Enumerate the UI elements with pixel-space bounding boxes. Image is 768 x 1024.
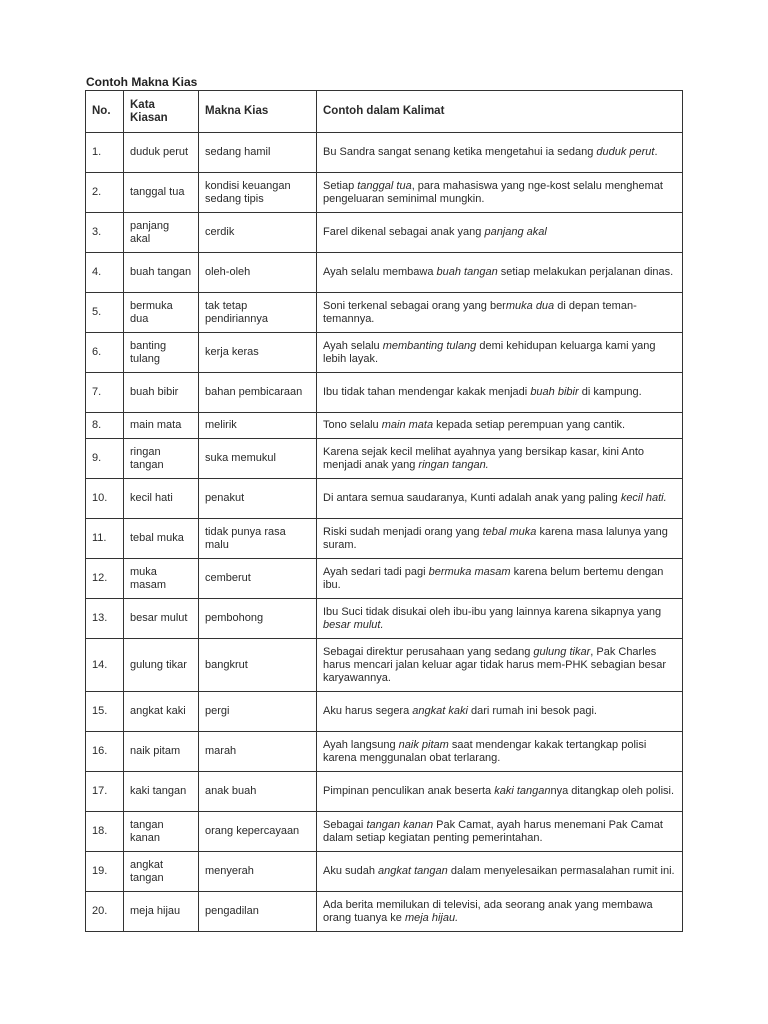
row-number: 11.	[86, 519, 124, 559]
table-row	[86, 333, 683, 373]
row-number: 20.	[86, 892, 124, 932]
idiom-highlight: bermuka masam	[428, 565, 511, 578]
sentence-text: Ada berita memilukan di televisi, ada seorang anak yang membawa orang tuanya ke	[323, 898, 653, 924]
row-number: 16.	[86, 732, 124, 772]
makna-kias-cell: pergi	[199, 692, 317, 732]
contoh-kalimat-cell	[317, 692, 683, 732]
sentence-text: Riski sudah menjadi orang yang	[323, 525, 483, 538]
idiom-highlight: tangan kanan	[366, 818, 434, 831]
table-row	[86, 812, 683, 852]
kata-kiasan-cell: kecil hati	[124, 479, 199, 519]
sentence-text: .	[654, 146, 658, 158]
makna-kias-cell: tak tetap pendiriannya	[199, 293, 317, 333]
row-number: 18.	[86, 812, 124, 852]
idiom-highlight: gulung tikar	[533, 645, 591, 658]
contoh-kalimat-cell	[317, 479, 683, 519]
sentence-text: di depan teman-temannya.	[323, 299, 637, 325]
table-row	[86, 732, 683, 772]
makna-kias-cell: pembohong	[199, 599, 317, 639]
row-number: 14.	[86, 639, 124, 692]
idiom-highlight: kecil hati.	[620, 492, 667, 504]
table-row	[86, 413, 683, 439]
table-row	[86, 772, 683, 812]
sentence-text: saat mendengar kakak tertangkap polisi karena menggunalan obat terlarang.	[323, 738, 647, 764]
table-row	[86, 373, 683, 413]
kata-kiasan-cell: gulung tikar	[124, 639, 199, 692]
kata-kiasan-cell: tanggal tua	[124, 173, 199, 213]
makna-kias-cell: melirik	[199, 413, 317, 439]
makna-kias-cell: pengadilan	[199, 892, 317, 932]
contoh-kalimat-cell	[317, 812, 683, 852]
row-number: 2.	[86, 173, 124, 213]
table-row	[86, 892, 683, 932]
header-makna-kias: Makna Kias	[199, 91, 317, 133]
contoh-kalimat-cell	[317, 439, 683, 479]
idiom-highlight: tanggal tua	[357, 179, 412, 192]
makna-kias-cell: tidak punya rasa malu	[199, 519, 317, 559]
kata-kiasan-cell: kaki tangan	[124, 772, 199, 812]
header-no: No.	[86, 91, 124, 133]
contoh-kalimat-cell	[317, 213, 683, 253]
row-number: 15.	[86, 692, 124, 732]
makna-kias-cell: orang kepercayaan	[199, 812, 317, 852]
row-number: 13.	[86, 599, 124, 639]
idiom-highlight: panjang akal	[484, 226, 547, 238]
makna-kias-cell: cerdik	[199, 213, 317, 253]
kata-kiasan-cell: bermuka dua	[124, 293, 199, 333]
table-row	[86, 213, 683, 253]
sentence-text: Di antara semua saudaranya, Kunti adalah anak yang paling	[323, 492, 621, 504]
sentence-text: Farel dikenal sebagai anak yang	[323, 226, 485, 238]
kata-kiasan-cell: panjang akal	[124, 213, 199, 253]
table-row	[86, 519, 683, 559]
makna-kias-cell: marah	[199, 732, 317, 772]
row-number: 19.	[86, 852, 124, 892]
idiom-highlight: tebal muka	[482, 525, 537, 538]
kata-kiasan-cell: besar mulut	[124, 599, 199, 639]
contoh-kalimat-cell	[317, 852, 683, 892]
makna-kias-cell: oleh-oleh	[199, 253, 317, 293]
table-row	[86, 133, 683, 173]
sentence-text: Ibu tidak tahan mendengar kakak menjadi	[323, 386, 531, 398]
row-number: 8.	[86, 413, 124, 439]
kata-kiasan-cell: angkat kaki	[124, 692, 199, 732]
idiom-highlight: angkat kaki	[412, 705, 468, 717]
sentence-text: , para mahasiswa yang nge-kost selalu menghemat pengeluaran seminimal mungkin.	[323, 179, 663, 205]
kata-kiasan-cell: ringan tangan	[124, 439, 199, 479]
makna-kias-cell: cemberut	[199, 559, 317, 599]
makna-kias-cell: bangkrut	[199, 639, 317, 692]
contoh-kalimat-cell	[317, 559, 683, 599]
table-row	[86, 439, 683, 479]
sentence-text: Aku sudah	[323, 865, 379, 877]
row-number: 7.	[86, 373, 124, 413]
kata-kiasan-cell: main mata	[124, 413, 199, 439]
table-row	[86, 293, 683, 333]
contoh-kalimat-cell	[317, 732, 683, 772]
idiom-highlight: angkat tangan	[378, 865, 448, 877]
sentence-text: Pak Camat, ayah harus menemani Pak Camat dalam setiap kegiatan penting pemerintahan.	[323, 818, 663, 844]
idiom-highlight: ringan tangan.	[418, 458, 489, 471]
contoh-kalimat-cell	[317, 413, 683, 439]
sentence-text: kepada setiap perempuan yang cantik.	[433, 419, 626, 431]
sentence-text: Aku harus segera	[323, 705, 413, 717]
kata-kiasan-cell: buah tangan	[124, 253, 199, 293]
row-number: 10.	[86, 479, 124, 519]
kata-kiasan-cell: tangan kanan	[124, 812, 199, 852]
row-number: 6.	[86, 333, 124, 373]
table-body	[86, 133, 683, 932]
sentence-text: Ayah selalu membawa	[323, 266, 437, 278]
contoh-kalimat-cell	[317, 519, 683, 559]
document-title: Contoh Makna Kias	[86, 75, 198, 89]
idiom-highlight: kaki tangan	[494, 785, 551, 797]
sentence-text: karena belum bertemu dengan ibu.	[323, 565, 664, 591]
row-number: 1.	[86, 133, 124, 173]
kata-kiasan-cell: tebal muka	[124, 519, 199, 559]
sentence-text: karena masa lalunya yang suram.	[323, 525, 668, 551]
kata-kiasan-cell: duduk perut	[124, 133, 199, 173]
sentence-text: Tono selalu	[323, 419, 382, 431]
sentence-text: dalam menyelesaikan permasalahan rumit ini.	[447, 865, 675, 877]
table-row	[86, 479, 683, 519]
sentence-text: Setiap	[323, 179, 358, 192]
contoh-kalimat-cell	[317, 599, 683, 639]
row-number: 9.	[86, 439, 124, 479]
sentence-text: Bu Sandra sangat senang ketika mengetahui ia sedang	[323, 146, 597, 158]
makna-kias-cell: kerja keras	[199, 333, 317, 373]
row-number: 17.	[86, 772, 124, 812]
kata-kiasan-cell: angkat tangan	[124, 852, 199, 892]
sentence-text: Sebagai	[323, 818, 367, 831]
table-row	[86, 639, 683, 692]
sentence-text: Karena sejak kecil melihat ayahnya yang bersikap kasar, kini Anto menjadi anak yang	[323, 445, 645, 471]
row-number: 12.	[86, 559, 124, 599]
sentence-text: Ayah langsung	[323, 738, 399, 751]
table-row	[86, 692, 683, 732]
sentence-text: Sebagai direktur perusahaan yang sedang	[323, 645, 534, 658]
contoh-kalimat-cell	[317, 293, 683, 333]
row-number: 5.	[86, 293, 124, 333]
table-header-row	[86, 91, 683, 133]
table-row	[86, 599, 683, 639]
idiom-highlight: besar mulut.	[323, 618, 384, 631]
sentence-text: demi kehidupan keluarga kami yang lebih layak.	[323, 339, 656, 365]
makna-kias-cell: anak buah	[199, 772, 317, 812]
idiom-highlight: muka dua	[505, 299, 555, 312]
header-contoh-kalimat: Contoh dalam Kalimat	[317, 91, 683, 133]
idiom-highlight: membanting tulang	[382, 339, 477, 352]
makna-kias-cell: sedang hamil	[199, 133, 317, 173]
contoh-kalimat-cell	[317, 133, 683, 173]
sentence-text: setiap melakukan perjalanan dinas.	[497, 266, 674, 278]
sentence-text: nya ditangkap oleh polisi.	[550, 785, 675, 797]
contoh-kalimat-cell	[317, 639, 683, 692]
idiom-highlight: naik pitam	[398, 738, 449, 751]
idiom-highlight: buah bibir	[530, 386, 579, 398]
table-row	[86, 559, 683, 599]
idiom-highlight: main mata	[381, 419, 434, 431]
row-number: 3.	[86, 213, 124, 253]
idiom-highlight: duduk perut	[596, 146, 655, 158]
table-row	[86, 173, 683, 213]
sentence-text: Ayah sedari tadi pagi	[323, 565, 429, 578]
table-row	[86, 253, 683, 293]
kata-kiasan-cell: meja hijau	[124, 892, 199, 932]
idiom-highlight: buah tangan	[436, 266, 498, 278]
sentence-text: Ayah selalu	[323, 339, 383, 352]
table-row	[86, 852, 683, 892]
makna-kias-cell: penakut	[199, 479, 317, 519]
kata-kiasan-cell: muka masam	[124, 559, 199, 599]
contoh-kalimat-cell	[317, 253, 683, 293]
sentence-text: Ibu Suci tidak disukai oleh ibu-ibu yang lainnya karena sikapnya yang	[323, 605, 662, 618]
kata-kiasan-cell: buah bibir	[124, 373, 199, 413]
contoh-kalimat-cell	[317, 892, 683, 932]
contoh-kalimat-cell	[317, 772, 683, 812]
sentence-text: , Pak Charles harus mencari jalan keluar agar tidak harus mem-PHK sebagian besar karyawannya.	[323, 645, 667, 684]
kias-table	[85, 90, 683, 932]
kata-kiasan-cell: banting tulang	[124, 333, 199, 373]
makna-kias-cell: kondisi keuangan sedang tipis	[199, 173, 317, 213]
makna-kias-cell: bahan pembicaraan	[199, 373, 317, 413]
row-number: 4.	[86, 253, 124, 293]
contoh-kalimat-cell	[317, 373, 683, 413]
kata-kiasan-cell: naik pitam	[124, 732, 199, 772]
contoh-kalimat-cell	[317, 173, 683, 213]
idiom-highlight: meja hijau.	[404, 911, 459, 924]
sentence-text: Soni terkenal sebagai orang yang ber	[323, 299, 506, 312]
sentence-text: dari rumah ini besok pagi.	[467, 705, 597, 717]
makna-kias-cell: menyerah	[199, 852, 317, 892]
sentence-text: Pimpinan penculikan anak beserta	[323, 785, 495, 797]
header-kata-kiasan: Kata Kiasan	[124, 91, 199, 133]
sentence-text: di kampung.	[578, 386, 642, 398]
makna-kias-cell: suka memukul	[199, 439, 317, 479]
contoh-kalimat-cell	[317, 333, 683, 373]
